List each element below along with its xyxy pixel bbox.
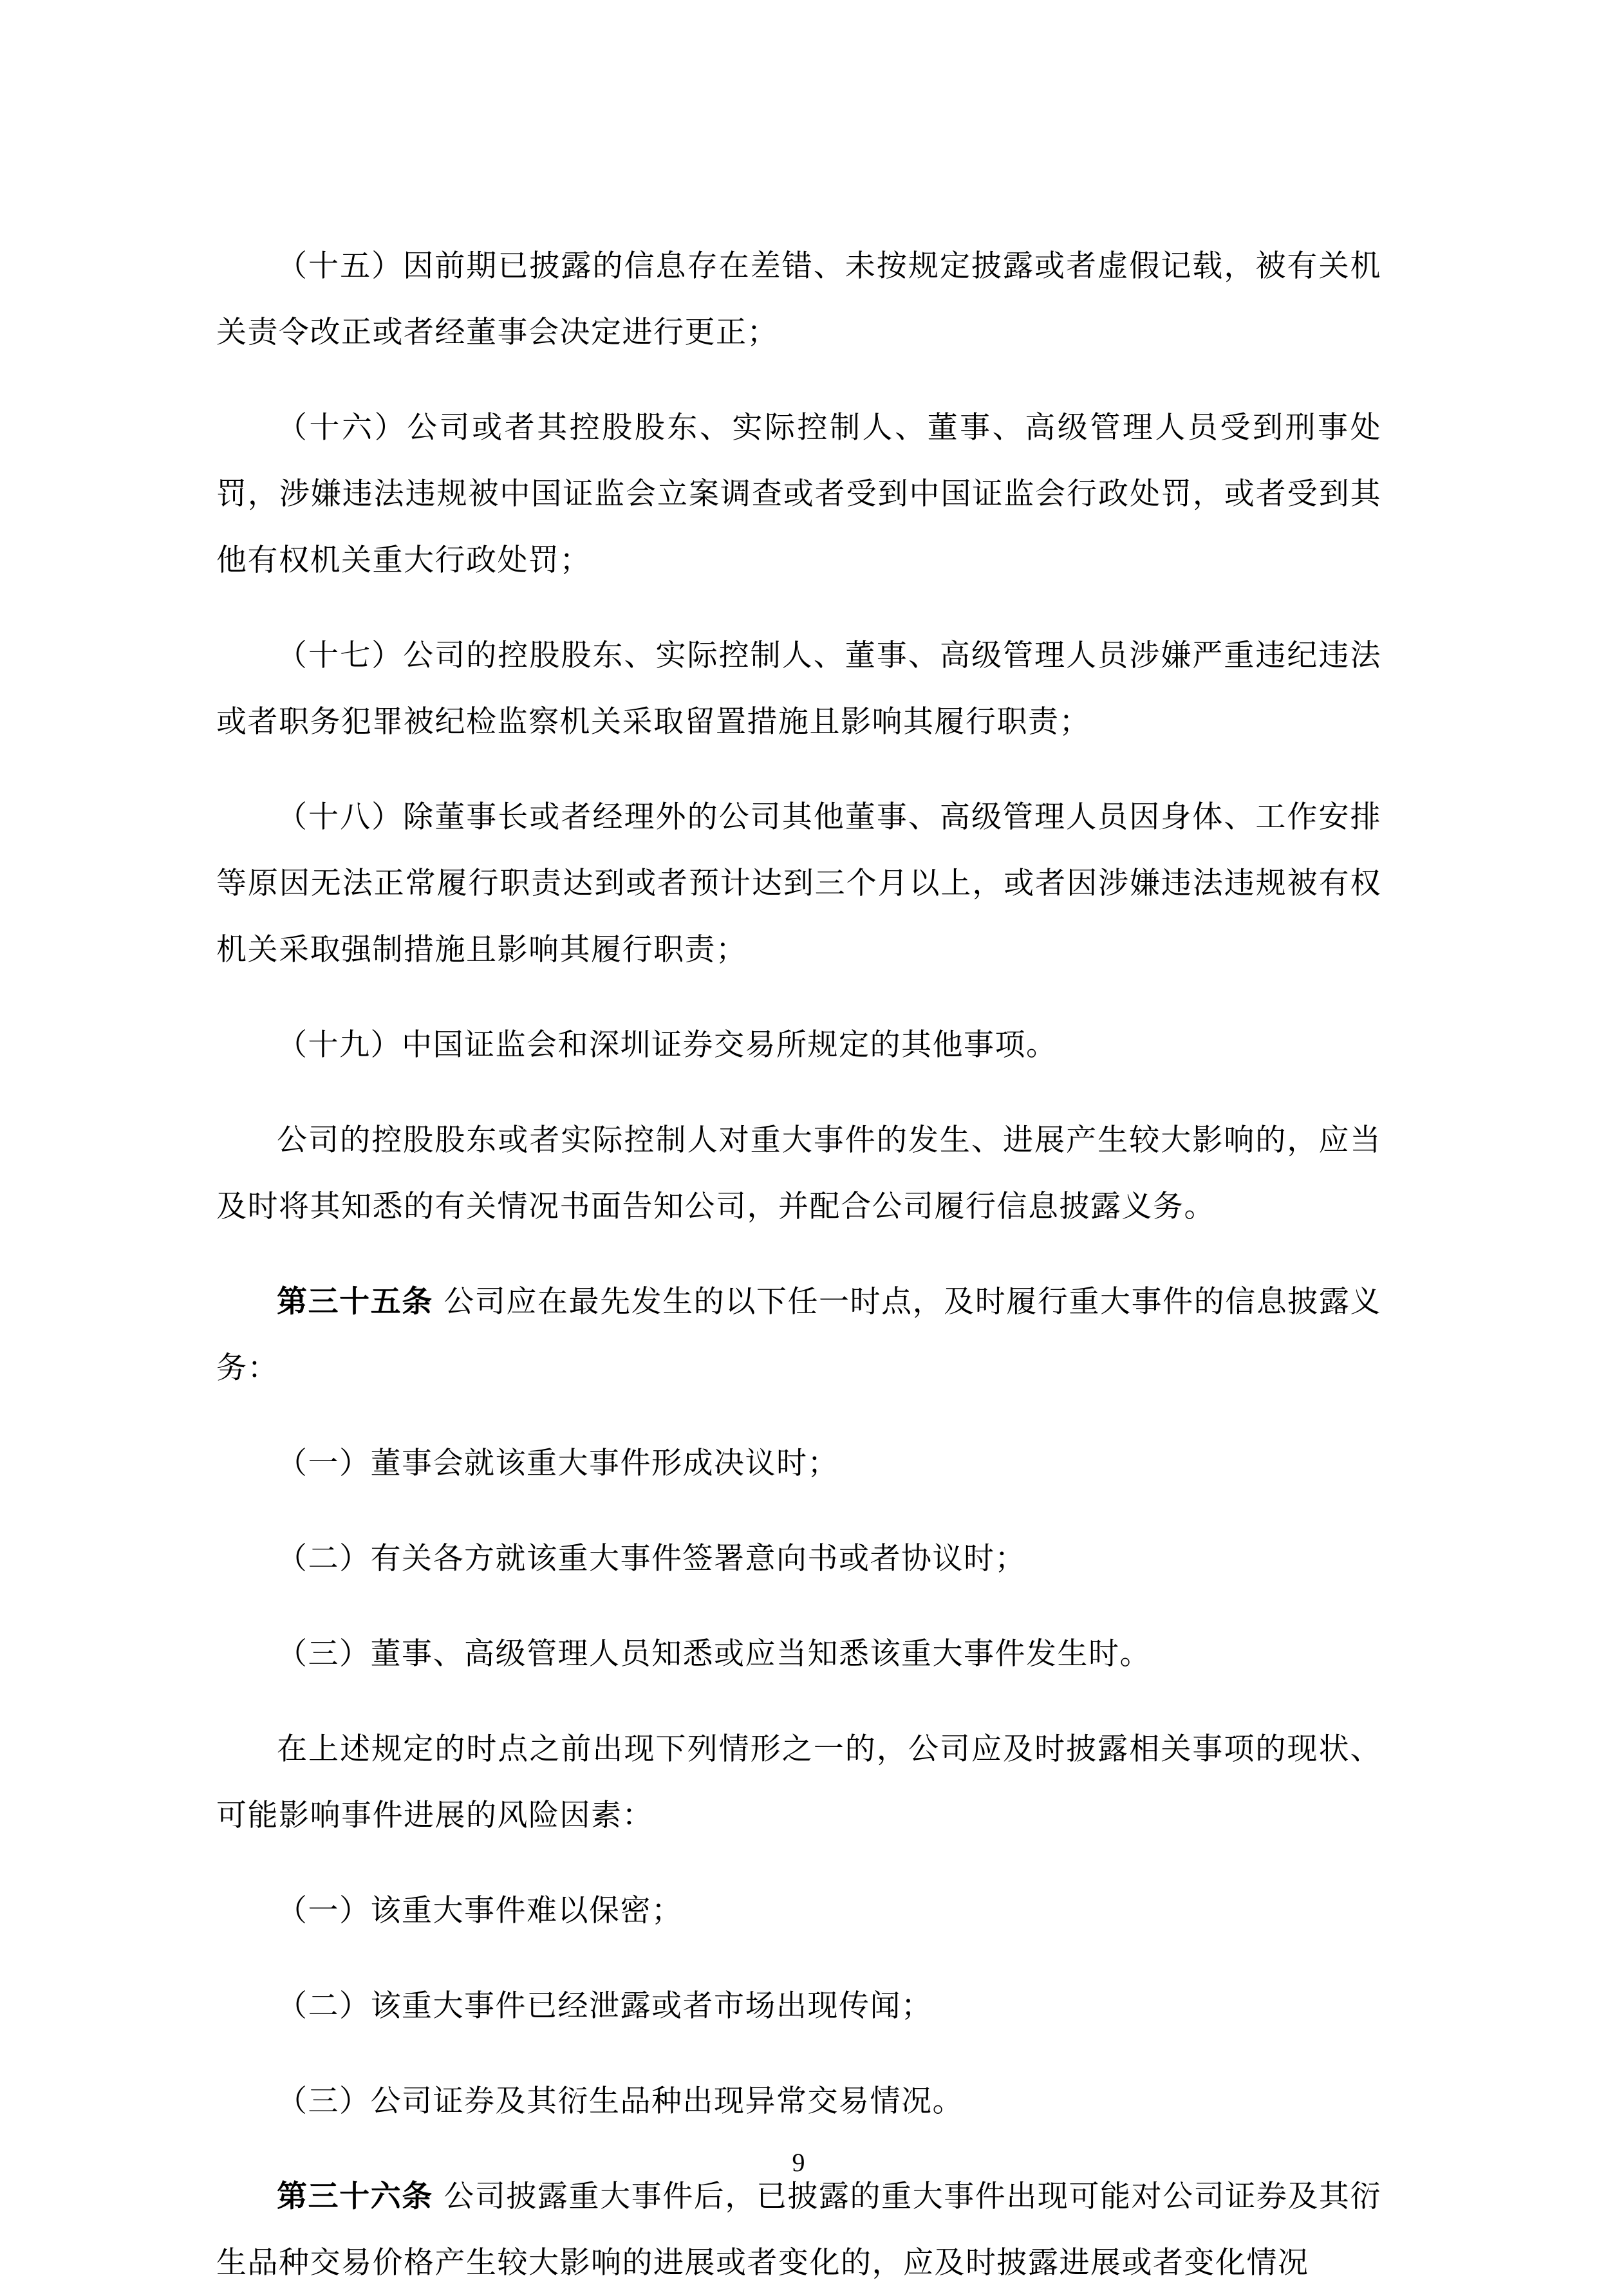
page-number: 9 [792,2148,805,2177]
paragraph-item-16 [216,395,1381,593]
paragraph-text: 在上述规定的时点之前出现下列情形之一的，公司应及时披露相关事项的现状、可能影响事件进展的风险因素： [216,1731,1381,1833]
article-35-item-2 [216,1526,1381,1592]
paragraph-text: （十五）因前期已披露的信息存在差错、未按规定披露或者虚假记载，被有关机关责令改正或者经董事会决定进行更正； [216,248,1381,350]
paragraph-text: （十六）公司或者其控股股东、实际控制人、董事、高级管理人员受到刑事处罚，涉嫌违法违规被中国证监会立案调查或者受到中国证监会行政处罚，或者受到其他有权机关重大行政处罚； [216,410,1381,578]
paragraph-text: （一）董事会就该重大事件形成决议时； [277,1446,839,1481]
situation-item-2 [216,1973,1381,2039]
page-body [216,233,1381,2296]
paragraph-text: （二）有关各方就该重大事件签署意向书或者协议时； [277,1541,1026,1576]
article-35-item-3 [216,1621,1381,1687]
paragraph-text: （三）董事、高级管理人员知悉或应当知悉该重大事件发生时。 [277,1636,1151,1672]
paragraph-item-15 [216,233,1381,366]
paragraph-text: （三）公司证券及其衍生品种出现异常交易情况。 [277,2084,964,2119]
paragraph-item-17 [216,622,1381,755]
article-35-item-1 [216,1430,1381,1497]
paragraph-text: （一）该重大事件难以保密； [277,1893,683,1928]
paragraph-text: 公司的控股股东或者实际控制人对重大事件的发生、进展产生较大影响的，应当及时将其知悉的有关情况书面告知公司，并配合公司履行信息披露义务。 [216,1123,1381,1224]
paragraph-before-time-point [216,1716,1381,1849]
paragraph-item-18 [216,784,1381,983]
paragraph-text: 公司披露重大事件后，已披露的重大事件出现可能对公司证券及其衍生品种交易价格产生较大影响的进展或者变化的，应及时披露进展或者变化情况 [216,2179,1381,2281]
article-heading: 第三十五条 [277,1284,433,1320]
paragraph-text: （十八）除董事长或者经理外的公司其他董事、高级管理人员因身体、工作安排等原因无法正常履行职责达到或者预计达到三个月以上，或者因涉嫌违法违规被有权机关采取强制措施且影响其履行职责； [216,799,1381,967]
article-heading: 第三十六条 [277,2179,433,2214]
paragraph-text: （二）该重大事件已经泄露或者市场出现传闻； [277,1988,933,2024]
situation-item-3 [216,2068,1381,2134]
paragraph-item-19 [216,1012,1381,1078]
paragraph-controlling-shareholder [216,1107,1381,1240]
article-36 [216,2163,1381,2296]
paragraph-text: 公司应在最先发生的以下任一时点，及时履行重大事件的信息披露义务： [216,1284,1381,1386]
paragraph-text: （十七）公司的控股股东、实际控制人、董事、高级管理人员涉嫌严重违纪违法或者职务犯罪被纪检监察机关采取留置措施且影响其履行职责； [216,638,1381,740]
situation-item-1 [216,1878,1381,1944]
paragraph-text: （十九）中国证监会和深圳证券交易所规定的其他事项。 [277,1027,1058,1063]
article-35 [216,1269,1381,1401]
